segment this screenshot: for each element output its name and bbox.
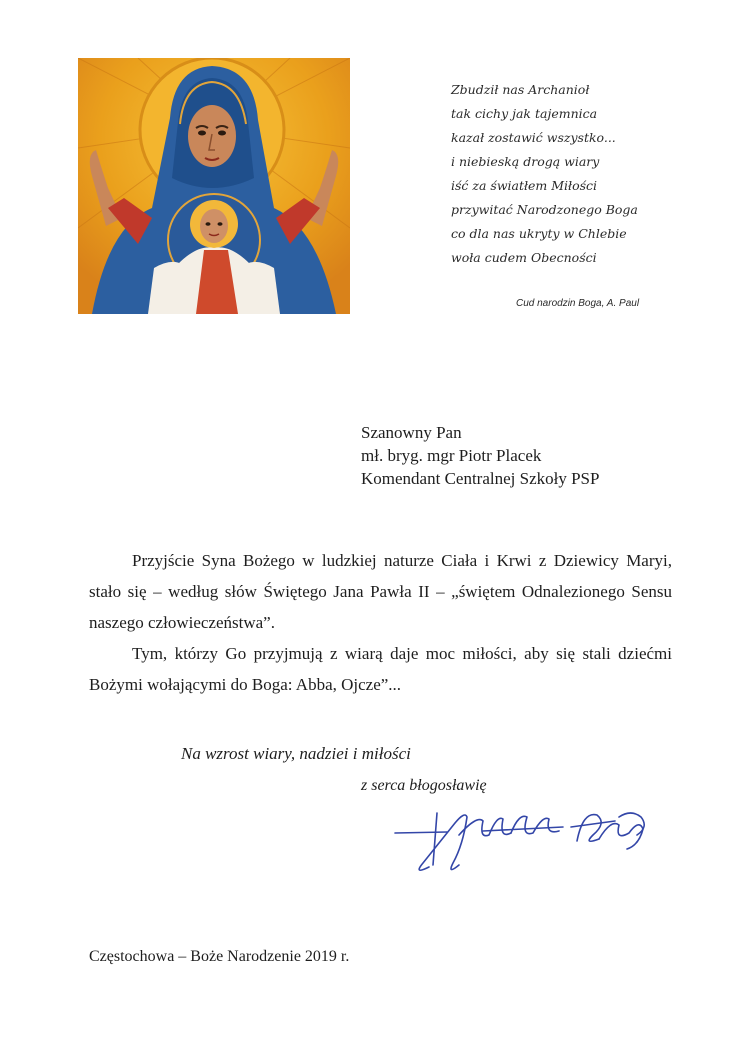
signature — [393, 805, 663, 885]
letter-paragraph: Przyjście Syna Bożego w ludzkiej naturze Ciała i Krwi z Dziewicy Maryi, stało się – według słów Świętego Jana Pawła II – „świętem Odnalezionego Sensu naszego człowieczeństwa”. — [89, 551, 672, 632]
poem — [451, 78, 681, 270]
poem-line: woła cudem Obecności — [451, 250, 597, 265]
poem-line: i niebieską drogą wiary — [451, 154, 600, 169]
poem-line: tak cichy jak tajemnica — [451, 106, 598, 121]
signature-drawing — [393, 805, 663, 885]
recipient-salutation: Szanowny Pan — [361, 423, 462, 442]
recipient-name: mł. bryg. mgr Piotr Placek — [361, 446, 542, 465]
letter-body — [89, 545, 672, 700]
letter-paragraph: Tym, którzy Go przyjmują z wiarą daje moc miłości, aby się stali dziećmi Bożymi wołającymi do Boga: Abba, Ojcze”... — [89, 644, 672, 694]
blessing-line: z serca błogosławię — [361, 777, 487, 794]
closing-line: Na wzrost wiary, nadziei i miłości — [181, 744, 411, 763]
poem-line: kazał zostawić wszystko... — [451, 130, 616, 145]
poem-line: iść za światłem Miłości — [451, 178, 598, 193]
poem-line: przywitać Narodzonego Boga — [451, 202, 638, 217]
poem-line: co dla nas ukryty w Chlebie — [451, 226, 627, 241]
madonna-icon — [78, 58, 350, 314]
poem-credit: Cud narodzin Boga, A. Paul — [516, 298, 640, 309]
nativity-icon-image — [78, 58, 350, 314]
recipient-block — [361, 421, 599, 490]
recipient-title: Komendant Centralnej Szkoły PSP — [361, 469, 600, 488]
poem-line: Zbudził nas Archanioł — [451, 82, 590, 97]
dateline: Częstochowa – Boże Narodzenie 2019 r. — [89, 948, 350, 965]
